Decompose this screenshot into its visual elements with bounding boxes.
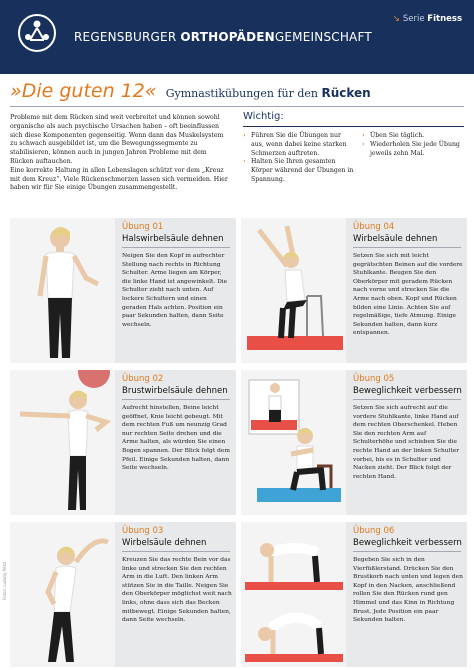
exercise-name: Brustwirbelsäule dehnen bbox=[122, 386, 228, 396]
exercise-description: Begeben Sie sich in den Vierfüßlerstand. Drücken Sie den Brustkorb nach unten und legen den Kopf in den Nacken, anschließend rollen Sie den Rücken rund gen Himmel und das Kinn in Richtung Brust. Jede Position ein paar Sekunden halten. bbox=[353, 557, 463, 624]
exercise-number: Übung 03 bbox=[122, 526, 164, 536]
exercise-card-05 bbox=[241, 370, 467, 515]
exercise-name: Beweglichkeit verbessern bbox=[353, 386, 462, 396]
exercise-photo bbox=[10, 370, 115, 515]
exercise-description: Setzen Sie sich aufrecht auf die vordere Stuhlkante, linke Hand auf dem rechten Oberschenkel. Heben Sie den rechten Arm auf Schulterhöhe und schieben Sie die rechte Hand an der linken Schulter vorbei, bis es in Schulter und Nacken zieht. Der Blick folgt der rechten Hand. bbox=[353, 405, 460, 480]
exercise-photo bbox=[10, 218, 115, 363]
logo-icon bbox=[16, 12, 58, 54]
card-divider bbox=[122, 247, 230, 248]
exercise-name: Wirbelsäule dehnen bbox=[353, 234, 438, 244]
subtitle-bold: Rücken bbox=[321, 86, 371, 100]
title-divider bbox=[10, 106, 464, 107]
exercise-card-02 bbox=[10, 370, 236, 515]
exercise-number: Übung 05 bbox=[353, 374, 395, 384]
person-standing-icon bbox=[10, 218, 115, 363]
exercise-photo bbox=[241, 218, 346, 363]
exercise-description: Aufrecht hinstellen, Beine leicht geöffnet, Knie leicht gebeugt. Mit dem rechten Fuß um neunzig Grad nur rechten Seite drehen und die Arme halten, als würden Sie einen Bogen spannen. Der Blick folgt dem Pfeil. Einige Sekunden halten, dann Seite wechseln. bbox=[122, 405, 230, 472]
person-twist-icon bbox=[10, 370, 115, 515]
list-item: › Führen Sie die Übungen nur aus, wenn dabei keine starken Schmerzen auftreten. bbox=[243, 132, 355, 158]
card-divider bbox=[353, 399, 461, 400]
intro-text bbox=[10, 114, 232, 193]
org-name-part-1: REGENSBURGER bbox=[74, 30, 181, 44]
exercise-card-03 bbox=[10, 522, 236, 667]
list-item: › Üben Sie täglich. bbox=[362, 132, 466, 141]
important-heading: Wichtig: bbox=[243, 111, 284, 122]
page-header bbox=[0, 0, 474, 74]
title-main: »Die guten 12« bbox=[10, 80, 157, 102]
card-divider bbox=[353, 247, 461, 248]
exercise-number: Übung 02 bbox=[122, 374, 164, 384]
page-title bbox=[10, 80, 470, 106]
important-list-left bbox=[243, 132, 355, 185]
list-item: › Halten Sie Ihren gesamten Körper während der Übungen in Spannung. bbox=[243, 158, 355, 184]
exercise-description: Neigen Sie den Kopf in aufrechter Stellung nach rechts in Richtung Schulter. Arme liegen am Körper, die linke Hand ist angewinkelt. Die Schulter zieht nach unten. Auf lockere Schultern und einen geraden Hals achten. Position ein paar Sekunden halten, dann Seite wechseln. bbox=[122, 253, 228, 328]
series-label bbox=[393, 14, 462, 24]
exercise-name: Beweglichkeit verbessern bbox=[353, 538, 462, 548]
photo-credit: Fotos: Ludwig Petzl bbox=[2, 561, 7, 600]
exercise-description: Setzen Sie sich mit leicht gegrätschten Beinen auf die vordere Stuhlkante. Beugen Sie den Oberkörper mit geradem Rücken nach vorne und strecken Sie die Arme nach oben. Kopf und Rücken bilden eine Linie. Achten Sie auf regelmäßige, tiefe Atmung. Einige Sekunden halten, dann kurz entspannen. bbox=[353, 253, 463, 337]
person-seated-stretch-icon bbox=[241, 218, 346, 363]
exercise-name: Wirbelsäule dehnen bbox=[122, 538, 207, 548]
exercise-photo bbox=[241, 370, 346, 515]
important-divider bbox=[243, 126, 464, 127]
org-name-part-3: GEMEINSCHAFT bbox=[274, 30, 372, 44]
person-seated-twist-icon bbox=[241, 370, 346, 515]
exercise-photo bbox=[10, 522, 115, 667]
exercise-name: Halswirbelsäule dehnen bbox=[122, 234, 224, 244]
card-divider bbox=[122, 399, 230, 400]
card-divider bbox=[122, 551, 230, 552]
arrow-right-icon: ↘ bbox=[392, 14, 400, 24]
intro-paragraph-2: Eine korrekte Haltung in allen Lebenslagen schützt vor dem „Kreuz mit dem Kreuz“. Viele Rückenschmerzen lassen sich vermeiden. Hier haben wir für Sie einige Übungen zusammengestellt. bbox=[10, 166, 228, 192]
person-side-bend-icon bbox=[10, 522, 115, 667]
important-list-right bbox=[362, 132, 466, 158]
exercise-card-01 bbox=[10, 218, 236, 363]
exercise-number: Übung 06 bbox=[353, 526, 395, 536]
intro-paragraph-1: Probleme mit dem Rücken sind weit verbreitet und können sowohl organische als auch psychische Ursachen haben – oft beeinflussen sich diese Komponenten gegenseitig. Wenn dann das Muskelsystem zu schwach ausgebildet ist, um die Bewegungssegmente zu stabilisieren, können auch in jungen Jahren Probleme mit dem Rücken auftauchen. bbox=[10, 114, 224, 165]
exercise-photo bbox=[241, 522, 346, 667]
list-item: › Wiederholen Sie jede Übung jeweils zehn Mal. bbox=[362, 141, 466, 159]
organization-name bbox=[74, 30, 372, 44]
exercise-card-06 bbox=[241, 522, 467, 667]
org-name-part-2: ORTHOPÄDEN bbox=[180, 30, 275, 44]
exercise-number: Übung 01 bbox=[122, 222, 164, 232]
series-name: Fitness bbox=[427, 14, 462, 24]
title-subtitle bbox=[166, 87, 371, 100]
exercise-card-04 bbox=[241, 218, 467, 363]
exercise-description: Kreuzen Sie das rechte Bein vor das linke und strecken Sie den rechten Arm in die Luft. Den linken Arm stützen Sie in die Taille. Neigen Sie den Oberkörper möglichst weit nach links, ohne dass sich das Becken mitbewegt. Einige Sekunden halten, dann Seite wechseln. bbox=[122, 557, 232, 624]
exercise-number: Übung 04 bbox=[353, 222, 395, 232]
series-prefix: Serie bbox=[402, 14, 428, 24]
card-divider bbox=[353, 551, 461, 552]
subtitle-prefix: Gymnastikübungen für den bbox=[165, 87, 322, 100]
person-quadruped-icon bbox=[241, 522, 346, 667]
